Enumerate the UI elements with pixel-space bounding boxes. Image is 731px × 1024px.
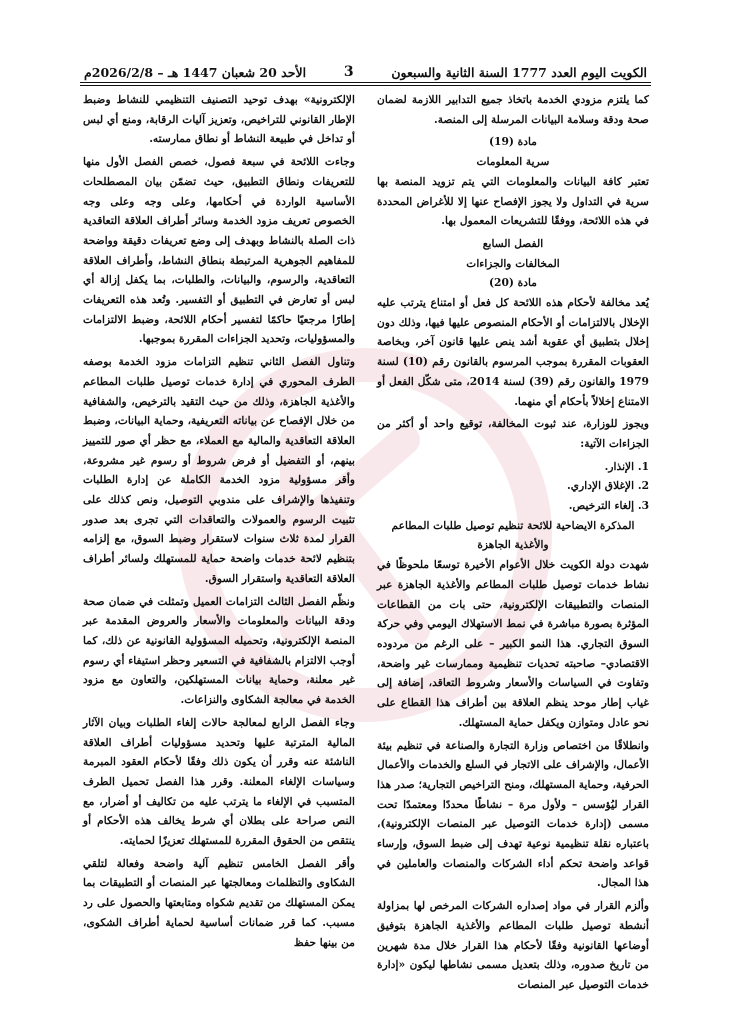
paragraph: شهدت دولة الكويت خلال الأعوام الأخيرة توسعًا ملحوظًا في نشاط خدمات توصيل طلبات المطاعم والأغذية الجاهزة عبر المنصات والتطبيقات الإلكترونية، حتى بات من القطاعات المؤثرة بصورة مباشرة في نمط الاستهلاك اليومي وفي حركة السوق التجاري. هذا النمو الكبير – على الرغم من مردوده الاقتصادي– صاحبته تحديات تنظيمية وممارسات غير واضحة، وتفاوت في السياسات والأسعار وشروط التعاقد، إضافة إلى غياب إطار موحد ينظم العلاقة بين أطراف هذا القطاع على نحو عادل ومتوازن ويكفل حماية المستهلك.: [377, 558, 649, 729]
paragraph: وتناول الفصل الثاني تنظيم التزامات مزود الخدمة بوصفه الطرف المحوري في إدارة خدمات توصيل طلبات المطاعم والأغذية الجاهزة، وذلك من حيث التقيد بالترخيص، والشفافية من خلال الإفصاح عن بياناته التعريفية، وحماية البيانات، وضبط العلاقة التعاقدية والمالية مع العملاء، مع حظر أي صور للتمييز بينهم، أو التفضيل أو فرض شروط أو رسوم غير مشروعة، وأقر مسؤولية مزود الخدمة الكاملة عن إدارة الطلبات وتنفيذها والإشراف على مندوبي التوصيل، ونص كذلك على تثبيت الرسوم والعمولات والتعاقدات التي تجرى بعد صدور القرار لمدة ثلاث سنوات لاستقرار وضبط السوق، مع إلزامه بتنظيم لائحة خدمات واضحة حماية للمستهلك ولسائر أطراف العلاقة التعاقدية واستقرار السوق.: [83, 355, 355, 585]
paragraph: تعتبر كافة البيانات والمعلومات التي يتم تزويد المنصة بها سرية في التداول ولا يجوز الإفصاح عنها إلا للأغراض المحددة في هذه اللائحة، ووفقًا للتشريعات المعمول بها.: [377, 174, 649, 228]
list-item: 3. إلغاء الترخيص.: [568, 499, 649, 513]
paragraph: الإلكترونية» بهدف توحيد التصنيف التنظيمي للنشاط وضبط الإطار القانوني للتراخيص، وتعزيز آليات الرقابة، ومنع أي لبس أو تداخل في طبيعة النشاط أو نطاق ممارسته.: [83, 93, 355, 146]
chapter-heading: الفصل السابع: [482, 236, 544, 250]
list-item: 1. الإنذار.: [604, 459, 649, 473]
paragraph: وأقر الفصل الخامس تنظيم آلية واضحة وفعالة لتلقي الشكاوى والتظلمات ومعالجتها عبر المنصات أو التطبيقات بما يمكن المستهلك من تقديم شكواه ومتابعتها والحصول على رد مسبب. كما قرر ضمانات أساسية لحماية أطراف الشكوى، من بينها حفظ: [83, 856, 355, 949]
paragraph: وانطلاقًا من اختصاص وزارة التجارة والصناعة في تنظيم بيئة الأعمال، والإشراف على الاتجار في السلع والخدمات والأعمال الحرفية، وحماية المستهلك، ومنح التراخيص التجارية؛ صدر هذا القرار ليُؤسس – ولأول مرة – نشاطًا محددًا ومعتمدًا تحت مسمى (إدارة خدمات التوصيل عبر المنصات الإلكترونية)، باعتباره نقلة تنظيمية نوعية تهدف إلى ضبط السوق، وإرساء قواعد واضحة تحكم أداء الشركات والمنصات والعاملين في هذا المجال.: [377, 738, 649, 890]
paragraph: يُعد مخالفة لأحكام هذه اللائحة كل فعل أو امتناع يترتب عليه الإخلال بالالتزامات أو الأحكام المنصوص عليها فيها، وذلك دون إخلال بتطبيق أي عقوبة أشد ينص عليها قانون آخر، وبخاصة العقوبات المقررة بموجب المرسوم بالقانون رقم (10) لسنة 1979 والقانون رقم (39) لسنة 2014، متى شكّل الفعل أو الامتناع إخلالاً بأحكام أي منهما.: [377, 296, 649, 408]
paragraph: وجاءت اللائحة في سبعة فصول، خصص الفصل الأول منها للتعريفات ونطاق التطبيق، حيث تضمّن بيان المصطلحات الأساسية الواردة في أحكامها، وعلى وجه وعلى وجه الخصوص تعريف مزود الخدمة وسائر أطراف العلاقة التعاقدية ذات الصلة بالنشاط وبهدف إلى وضع تعريفات دقيقة وواضحة للمفاهيم الجوهرية المرتبطة بنطاق النشاط، وأطراف العلاقة التعاقدية، والرسوم، والبيانات، والطلبات، بما يكفل إزالة أي لبس أو تعارض في التطبيق أو التفسير. وتُعد هذه التعريفات إطارًا مرجعيًا حاكمًا لتفسير أحكام اللائحة، وضبط الالتزامات والمسؤوليات، وتحديد الجزاءات المقررة بموجبها.: [83, 155, 355, 346]
list-item: 2. الإغلاق الإداري.: [567, 479, 649, 493]
right-column: [377, 90, 649, 998]
section-heading: سرية المعلومات: [476, 155, 550, 169]
paragraph: كما يلتزم مزودي الخدمة باتخاذ جميع التدابير اللازمة لضمان صحة ودقة وسلامة البيانات المرسلة إلى المنصة.: [377, 93, 649, 126]
article-number: مادة (19): [488, 135, 538, 149]
paragraph: ونظّم الفصل الثالث التزامات العميل وتمثلت في ضمان صحة ودقة البيانات والمعلومات والأسعار والعروض المقدمة عبر المنصة الإلكترونية، وتحميله المسؤولية القانونية عن ذلك، كما أوجب الالتزام بالشفافية في التسعير وحظر استيفاء أي رسوم غير معلنة، وحماية بيانات المستهلكين، والتعاون مع مزود الخدمة في معالجة الشكاوى والنزاعات.: [83, 594, 355, 707]
header-date: الأحد 20 شعبان 1447 هـ – 2026/2/8م: [84, 65, 307, 80]
header-issue: الكويت اليوم العدد 1777 السنة الثانية والسبعون: [391, 65, 647, 80]
paragraph: وجاء الفصل الرابع لمعالجة حالات إلغاء الطلبات وبيان الآثار المالية المترتبة عليها وتحديد مسؤوليات أطراف العلاقة الناشئة عنه وقرر أن يكون ذلك وفقًا لأحكام العقود المبرمة وسياسات الإلغاء المعلنة. وقرر هذا الفصل تحميل الطرف المتسبب في الإلغاء ما يترتب عليه من تكاليف أو أضرار، مع النص صراحة على بطلان أي شرط يخالف هذه الأحكام أو ينتقص من الحقوق المقررة للمستهلك تعزيزًا لحمايته.: [83, 715, 355, 848]
header-rule: [80, 82, 651, 86]
memo-title: المذكرة الايضاحية للائحة تنظيم توصيل طلبات المطاعم والأغذية الجاهزة: [391, 518, 635, 552]
page-number: 3: [343, 64, 354, 80]
paragraph: وألزم القرار في مواد إصداره الشركات المرخص لها بمزاولة أنشطة توصيل طلبات المطاعم والأغذية الجاهزة بتوفيق أوضاعها القانونية وفقًا لأحكام هذا القرار خلال مدة شهرين من تاريخ صدوره، وذلك بتعديل مسمى نشاطها ليكون «إدارة خدمات التوصيل عبر المنصات: [377, 899, 649, 991]
left-column: [83, 90, 355, 955]
paragraph: ويجوز للوزارة، عند ثبوت المخالفة، توقيع واحد أو أكثر من الجزاءات الآتية:: [377, 417, 649, 450]
section-heading: المخالفات والجزاءات: [466, 256, 560, 270]
article-number: مادة (20): [488, 276, 538, 290]
page-header: [84, 58, 647, 80]
